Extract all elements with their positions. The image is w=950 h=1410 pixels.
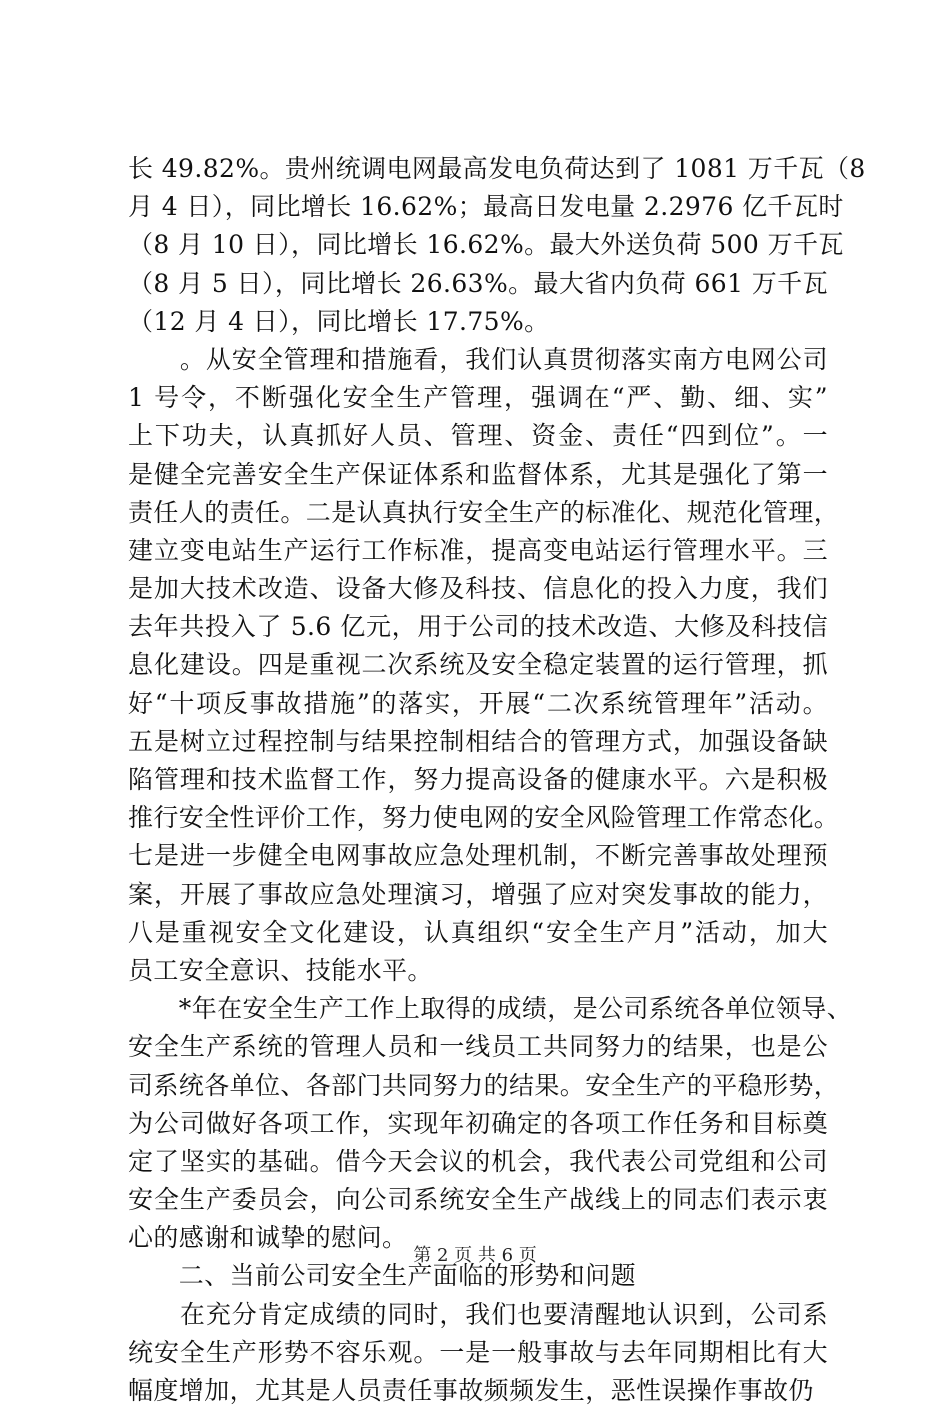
text-line: 员工安全意识、技能水平。	[128, 955, 433, 985]
text-line: 1 号令，不断强化安全生产管理，强调在“严、勤、细、实”	[128, 383, 828, 413]
text-line: （12 月 4 日），同比增长 17.75%。	[128, 306, 550, 336]
text-line: 为公司做好各项工作，实现年初确定的各项工作任务和目标奠	[128, 1108, 828, 1138]
text-line: （8 月 10 日），同比增长 16.62%。最大外送负荷 500 万千瓦	[128, 230, 844, 260]
text-line: 五是树立过程控制与结果控制相结合的管理方式，加强设备缺	[128, 726, 828, 756]
text-line: 案，开展了事故应急处理演习，增强了应对突发事故的能力，	[128, 879, 828, 909]
text-line: 是健全完善安全生产保证体系和监督体系，尤其是强化了第一	[128, 459, 828, 489]
text-line: 好“十项反事故措施”的落实，开展“二次系统管理年”活动。	[128, 688, 828, 718]
text-line: 安全生产系统的管理人员和一线员工共同努力的结果，也是公	[128, 1032, 828, 1062]
text-line: 司系统各单位、各部门共同努力的结果。安全生产的平稳形势，	[128, 1070, 840, 1100]
text-line: 安全生产委员会，向公司系统安全生产战线上的同志们表示衷	[128, 1185, 828, 1215]
text-line: 上下功夫，认真抓好人员、管理、资金、责任“四到位”。一	[128, 421, 828, 451]
text-line: 统安全生产形势不容乐观。一是一般事故与去年同期相比有大	[128, 1337, 828, 1367]
text-line: 。从安全管理和措施看，我们认真贯彻落实南方电网公司	[128, 344, 828, 374]
text-line: （8 月 5 日），同比增长 26.63%。最大省内负荷 661 万千瓦	[128, 268, 828, 298]
text-line: *年在安全生产工作上取得的成绩，是公司系统各单位领导、	[128, 994, 853, 1024]
text-line: 七是进一步健全电网事故应急处理机制，不断完善事故处理预	[128, 841, 828, 871]
text-line: 是加大技术改造、设备大修及科技、信息化的投入力度，我们	[128, 574, 828, 604]
text-line: 心的感谢和诚挚的慰问。	[128, 1223, 408, 1253]
text-line: 陷管理和技术监督工作，努力提高设备的健康水平。六是积极	[128, 765, 828, 794]
text-line: 建立变电站生产运行工作标准，提高变电站运行管理水平。三	[128, 535, 828, 565]
page-footer: 第 2 页 共 6 页	[413, 1245, 537, 1266]
text-line: 月 4 日），同比增长 16.62%；最高日发电量 2.2976 亿千瓦时	[128, 192, 844, 222]
text-line: 去年共投入了 5.6 亿元，用于公司的技术改造、大修及科技信	[128, 612, 828, 642]
text-line: 息化建设。四是重视二次系统及安全稳定装置的运行管理，抓	[128, 650, 828, 680]
text-line: 责任人的责任。二是认真执行安全生产的标准化、规范化管理，	[128, 497, 840, 527]
text-line: 八是重视安全文化建设，认真组织“安全生产月”活动，加大	[128, 917, 828, 947]
text-line: 幅度增加，尤其是人员责任事故频频发生，恶性误操作事故仍	[128, 1376, 814, 1405]
text-line: 定了坚实的基础。借今天会议的机会，我代表公司党组和公司	[128, 1146, 828, 1176]
text-line: 二、当前公司安全生产面临的形势和问题	[128, 1261, 637, 1291]
text-line: 推行安全性评价工作，努力使电网的安全风险管理工作常态化。	[128, 803, 840, 833]
text-line: 长 49.82%。贵州统调电网最高发电负荷达到了 1081 万千瓦（8	[128, 154, 866, 183]
text-line: 在充分肯定成绩的同时，我们也要清醒地认识到，公司系	[128, 1299, 828, 1329]
body-text	[128, 150, 866, 1410]
